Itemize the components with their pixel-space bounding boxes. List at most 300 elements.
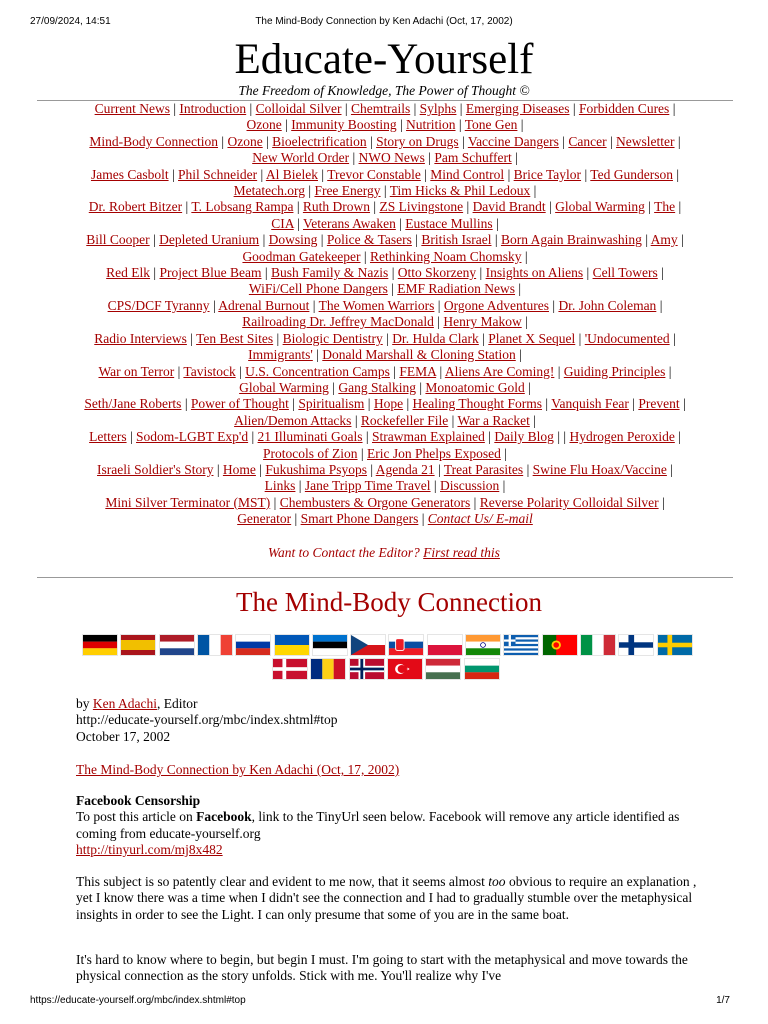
- nav-separator: |: [360, 248, 370, 264]
- nav-separator: |: [317, 232, 327, 248]
- nav-separator: |: [182, 199, 192, 215]
- nav-line: [37, 298, 733, 314]
- nav-link[interactable]: Alien/Demon Attacks: [234, 412, 352, 428]
- nav-separator: |: [499, 478, 506, 494]
- poland-flag[interactable]: [427, 634, 463, 656]
- nav-link[interactable]: Vaccine Dangers: [467, 133, 559, 149]
- nav-link[interactable]: FEMA: [399, 363, 437, 379]
- nav-separator: |: [665, 363, 672, 379]
- nav-separator: |: [388, 265, 398, 281]
- hungary-flag[interactable]: [425, 658, 461, 680]
- nav-link[interactable]: CPS/DCF Tyranny: [107, 297, 210, 313]
- nav-separator: |: [669, 330, 676, 346]
- nav-link[interactable]: Contact Us/ E-mail: [427, 511, 533, 527]
- nav-link[interactable]: Spiritualism: [298, 396, 365, 412]
- nav-separator: |: [644, 199, 655, 215]
- nav-separator: |: [415, 379, 426, 395]
- nav-separator: |: [581, 166, 591, 182]
- nav-separator: |: [341, 101, 351, 116]
- nav-link[interactable]: Reverse Polarity Colloidal Silver: [479, 494, 659, 510]
- site-tagline: The Freedom of Knowledge, The Power of Thought ©: [238, 83, 530, 98]
- nav-separator: |: [515, 281, 522, 297]
- czech-flag[interactable]: [350, 634, 386, 656]
- nav-separator: |: [529, 412, 536, 428]
- nav-separator: |: [433, 314, 444, 330]
- nav-link[interactable]: Donald Marshall & Cloning Station: [322, 347, 516, 363]
- print-footer: [30, 995, 738, 1009]
- nav-link[interactable]: Hydrogen Peroxide: [569, 429, 675, 445]
- nav-separator: |: [569, 101, 579, 116]
- nav-link[interactable]: Tone Gen: [464, 117, 518, 133]
- nav-separator: |: [273, 330, 283, 346]
- nav-link[interactable]: British Israel: [421, 232, 492, 248]
- nav-separator: |: [209, 297, 219, 313]
- nav-link[interactable]: Henry Makow: [443, 314, 522, 330]
- nav-separator: |: [403, 396, 413, 412]
- nav-separator: |: [328, 379, 339, 395]
- nav-link[interactable]: Agenda 21: [375, 461, 435, 477]
- nav-separator: |: [511, 150, 518, 166]
- nav-separator: |: [288, 396, 299, 412]
- nav-separator: |: [434, 297, 444, 313]
- nav-link[interactable]: Israeli Soldier's Story: [97, 461, 214, 477]
- nav-separator: |: [530, 183, 537, 199]
- paragraph-2: It's hard to know where to begin, but begin I must. I'm going to start with the metaphysical and move towards the physical connection as the story unfolds. Stick with me. You'll realize why I've: [76, 952, 688, 984]
- nav-separator: |: [504, 166, 514, 182]
- nav-link[interactable]: 'Undocumented: [584, 330, 670, 346]
- nav-separator: |: [666, 461, 673, 477]
- nav-link[interactable]: Daily Blog: [494, 429, 554, 445]
- site-navigation: [37, 101, 733, 528]
- article-title: The Mind-Body Connection: [236, 587, 542, 617]
- nav-line: [37, 183, 733, 199]
- nav-separator: |: [367, 461, 376, 477]
- nav-link[interactable]: Global Warming: [555, 199, 645, 215]
- facebook-heading: Facebook Censorship: [76, 793, 201, 808]
- nav-link[interactable]: Mini Silver Terminator (MST): [105, 494, 271, 510]
- nav-separator: |: [492, 215, 499, 231]
- ukraine-flag[interactable]: [274, 634, 310, 656]
- site-title: Educate-Yourself: [234, 36, 534, 83]
- nav-link[interactable]: Born Again Brainwashing: [500, 232, 642, 248]
- nav-link[interactable]: Sodom-LGBT Exp'd: [136, 429, 249, 445]
- nav-link[interactable]: Bioelectrification: [272, 133, 367, 149]
- nav-separator: |: [434, 461, 444, 477]
- nav-link[interactable]: Immigrants': [248, 347, 313, 363]
- byline-suffix: , Editor: [156, 696, 198, 711]
- finland-flag[interactable]: [618, 634, 654, 656]
- page-number: 1/7: [716, 995, 730, 1006]
- nav-line: [37, 199, 733, 215]
- nav-separator: |: [669, 101, 676, 116]
- nav-separator: |: [246, 101, 256, 116]
- nav-link[interactable]: Healing Thought Forms: [412, 396, 543, 412]
- nav-line: [37, 101, 733, 117]
- nav-separator: |: [554, 363, 564, 379]
- nav-separator: |: [169, 101, 180, 116]
- nav-separator: |: [679, 396, 686, 412]
- nav-link[interactable]: Monoatomic Gold: [425, 379, 525, 395]
- nav-link[interactable]: Hope: [373, 396, 404, 412]
- portugal-flag[interactable]: [542, 634, 578, 656]
- nav-link[interactable]: Ten Best Sites: [196, 330, 274, 346]
- nav-line: [37, 281, 733, 297]
- nav-link[interactable]: Police & Tasers: [326, 232, 412, 248]
- nav-separator: |: [126, 429, 137, 445]
- nav-separator: |: [255, 461, 266, 477]
- nav-link[interactable]: Vanquish Fear: [551, 396, 629, 412]
- nav-link[interactable]: Newsletter: [616, 133, 675, 149]
- nav-link[interactable]: Eustace Mullins: [405, 215, 493, 231]
- nav-link[interactable]: David Brandt: [472, 199, 546, 215]
- nav-link[interactable]: Generator: [237, 511, 292, 527]
- germany-flag[interactable]: [82, 634, 118, 656]
- india-flag[interactable]: [465, 634, 501, 656]
- nav-link[interactable]: Ozone: [227, 133, 263, 149]
- nav-line: [37, 446, 733, 462]
- bulgaria-flag[interactable]: [464, 658, 500, 680]
- nav-link[interactable]: EMF Radiation News: [397, 281, 516, 297]
- nav-link[interactable]: Dr. Hulda Clark: [392, 330, 479, 346]
- nav-link[interactable]: Global Warming: [239, 379, 329, 395]
- nav-separator: |: [420, 166, 431, 182]
- nav-link[interactable]: Adrenal Burnout: [218, 297, 310, 313]
- nav-line: [37, 462, 733, 478]
- nav-separator: |: [380, 183, 390, 199]
- self-link-block: [76, 762, 706, 778]
- slovakia-flag[interactable]: [388, 634, 424, 656]
- nav-separator: |: [515, 347, 522, 363]
- nav-link[interactable]: Protocols of Zion: [263, 445, 358, 461]
- nav-link[interactable]: ZS Livingstone: [379, 199, 464, 215]
- nav-separator: |: [563, 429, 570, 445]
- nav-link[interactable]: Jane Tripp Time Travel: [304, 478, 431, 494]
- nav-separator: |: [456, 101, 466, 116]
- nav-link[interactable]: Immunity Boosting: [291, 117, 397, 133]
- nav-separator: |: [181, 396, 191, 412]
- nav-line: [37, 314, 733, 330]
- nav-link[interactable]: Amy: [650, 232, 678, 248]
- nav-link[interactable]: Guiding Principles: [563, 363, 666, 379]
- nav-separator: |: [672, 166, 680, 182]
- france-flag[interactable]: [197, 634, 233, 656]
- nav-link[interactable]: Aliens Are Coming!: [444, 363, 555, 379]
- romania-flag[interactable]: [310, 658, 346, 680]
- nav-link[interactable]: Railroading Dr. Jeffrey MacDonald: [242, 314, 434, 330]
- nav-line: [37, 347, 733, 363]
- nav-link[interactable]: Brice Taylor: [513, 166, 582, 182]
- nav-link[interactable]: Rockefeller File: [360, 412, 449, 428]
- nav-link[interactable]: Treat Parasites: [443, 461, 524, 477]
- nav-line: [37, 331, 733, 347]
- nav-separator: |: [262, 133, 273, 149]
- facebook-note: To post this article on Facebook, link to the TinyUrl seen below. Facebook will remove any article identified as coming from educate-yourself.org: [76, 809, 680, 841]
- italy-flag[interactable]: [580, 634, 616, 656]
- nav-link[interactable]: Phil Schneider: [178, 166, 258, 182]
- nav-separator: |: [521, 314, 528, 330]
- nav-line: [37, 150, 733, 166]
- nav-link[interactable]: Planet X Sequel: [488, 330, 576, 346]
- nav-link[interactable]: Strawman Explained: [372, 429, 485, 445]
- nav-separator: |: [542, 396, 552, 412]
- nav-link[interactable]: Emerging Diseases: [465, 101, 570, 116]
- nav-line: [37, 380, 733, 396]
- nav-separator: |: [463, 199, 473, 215]
- nav-line: [37, 249, 733, 265]
- nav-link[interactable]: Project Blue Beam: [159, 265, 262, 281]
- nav-link[interactable]: Home: [222, 461, 256, 477]
- nav-link[interactable]: Tim Hicks & Phil Ledoux: [389, 183, 531, 199]
- nav-separator: |: [389, 363, 400, 379]
- nav-link[interactable]: New World Order: [252, 150, 350, 166]
- nav-link[interactable]: Dowsing: [268, 232, 318, 248]
- article-url: http://educate-yourself.org/mbc/index.shtml#top: [76, 712, 338, 728]
- nav-separator: |: [248, 429, 258, 445]
- nav-separator: |: [281, 117, 292, 133]
- nav-separator: |: [476, 265, 486, 281]
- nav-link[interactable]: Discussion: [440, 478, 500, 494]
- nav-link[interactable]: Pam Schuffert: [434, 150, 512, 166]
- print-doc-title: The Mind-Body Connection by Ken Adachi (Oct, 17, 2002): [255, 16, 513, 27]
- nav-link[interactable]: Eric Jon Phelps Exposed: [367, 445, 501, 461]
- nav-separator: |: [424, 150, 435, 166]
- nav-separator: |: [436, 363, 445, 379]
- nav-link[interactable]: Free Energy: [314, 183, 381, 199]
- nav-link[interactable]: Gang Stalking: [338, 379, 416, 395]
- nav-link[interactable]: Letters: [89, 429, 127, 445]
- nav-line: [37, 117, 733, 133]
- nav-link[interactable]: Chembusters & Orgone Generators: [279, 494, 471, 510]
- norway-flag[interactable]: [349, 658, 385, 680]
- nav-separator: |: [470, 494, 480, 510]
- nav-link[interactable]: Veterans Awaken: [302, 215, 396, 231]
- author-link[interactable]: Ken Adachi: [92, 696, 157, 711]
- nav-separator: |: [318, 166, 328, 182]
- nav-link[interactable]: Al Bielek: [265, 166, 318, 182]
- nav-line: [37, 396, 733, 412]
- nav-link[interactable]: Mind Control: [430, 166, 505, 182]
- nav-line: [37, 167, 733, 183]
- nav-line: [37, 364, 733, 380]
- nav-link[interactable]: Power of Thought: [190, 396, 289, 412]
- nav-separator: |: [293, 199, 303, 215]
- byline: [76, 696, 706, 712]
- nav-link[interactable]: Mind-Body Connection: [89, 133, 219, 149]
- nav-separator: |: [366, 133, 377, 149]
- nav-link[interactable]: Current News: [94, 101, 170, 116]
- nav-separator: |: [674, 429, 681, 445]
- nav-separator: |: [312, 347, 323, 363]
- nav-line: [37, 511, 733, 527]
- nav-separator: |: [235, 363, 246, 379]
- nav-separator: |: [186, 330, 197, 346]
- facebook-censorship-block: [76, 793, 706, 859]
- greece-flag[interactable]: [503, 634, 539, 656]
- nav-link[interactable]: Ted Gunderson: [590, 166, 673, 182]
- nav-link[interactable]: Rethinking Noam Chomsky: [369, 248, 522, 264]
- nav-link[interactable]: Tavistock: [183, 363, 236, 379]
- nav-link[interactable]: CIA: [271, 215, 294, 231]
- nav-separator: |: [455, 117, 465, 133]
- nav-link[interactable]: Biologic Dentistry: [282, 330, 383, 346]
- nav-link[interactable]: Bush Family & Nazis: [270, 265, 389, 281]
- nav-link[interactable]: Dr. Robert Bitzer: [88, 199, 183, 215]
- nav-link[interactable]: Smart Phone Dangers: [300, 511, 419, 527]
- nav-separator: |: [395, 215, 406, 231]
- nav-separator: |: [523, 461, 533, 477]
- nav-separator: |: [257, 166, 266, 182]
- nav-link[interactable]: Colloidal Silver: [255, 101, 342, 116]
- nav-link[interactable]: Metatech.org: [233, 183, 305, 199]
- nav-link[interactable]: Nutrition: [406, 117, 456, 133]
- nav-link[interactable]: T. Lobsang Rampa: [191, 199, 294, 215]
- nav-separator: |: [521, 248, 528, 264]
- nav-link[interactable]: War on Terror: [98, 363, 175, 379]
- nav-link[interactable]: Links: [264, 478, 296, 494]
- nav-link[interactable]: James Casbolt: [90, 166, 169, 182]
- nav-separator: |: [418, 511, 428, 527]
- russia-flag[interactable]: [235, 634, 271, 656]
- nav-separator: |: [364, 396, 374, 412]
- nav-separator: |: [410, 101, 420, 116]
- nav-separator: |: [524, 379, 531, 395]
- sweden-flag[interactable]: [657, 634, 693, 656]
- nav-separator: |: [362, 429, 372, 445]
- nav-link[interactable]: Ozone: [246, 117, 282, 133]
- tinyurl-link[interactable]: http://tinyurl.com/mj8x482: [76, 842, 223, 858]
- nav-link[interactable]: Fukushima Psyops: [265, 461, 368, 477]
- nav-link[interactable]: U.S. Concentration Camps: [245, 363, 390, 379]
- nav-separator: |: [553, 429, 564, 445]
- nav-separator: |: [606, 133, 617, 149]
- nav-link[interactable]: Story on Drugs: [376, 133, 459, 149]
- nav-link[interactable]: Insights on Aliens: [485, 265, 584, 281]
- first-read-this-link[interactable]: First read this: [423, 545, 500, 560]
- nav-separator: |: [261, 265, 271, 281]
- estonia-flag[interactable]: [312, 634, 348, 656]
- nav-link[interactable]: WiFi/Cell Phone Dangers: [248, 281, 388, 297]
- article-self-link[interactable]: The Mind-Body Connection by Ken Adachi (Oct, 17, 2002): [76, 762, 400, 777]
- print-url: https://educate-yourself.org/mbc/index.shtml#top: [30, 995, 246, 1006]
- byline-prefix: by: [76, 696, 90, 711]
- nav-separator: |: [411, 232, 422, 248]
- nav-separator: |: [293, 215, 303, 231]
- nav-link[interactable]: Dr. John Coleman: [558, 297, 657, 313]
- nav-line: [37, 232, 733, 248]
- nav-line: [37, 134, 733, 150]
- nav-separator: |: [658, 494, 665, 510]
- nav-line: [37, 478, 733, 494]
- nav-link[interactable]: Depleted Uranium: [159, 232, 260, 248]
- nav-separator: |: [396, 117, 407, 133]
- nav-link[interactable]: The Women Warriors: [318, 297, 435, 313]
- nav-separator: |: [558, 133, 569, 149]
- nav-link[interactable]: Chemtrails: [350, 101, 411, 116]
- nav-separator: |: [458, 133, 468, 149]
- nav-separator: |: [517, 117, 524, 133]
- turkey-flag[interactable]: [387, 658, 423, 680]
- nav-line: [37, 216, 733, 232]
- denmark-flag[interactable]: [272, 658, 308, 680]
- nav-separator: |: [150, 265, 160, 281]
- nav-link[interactable]: Radio Interviews: [94, 330, 187, 346]
- nav-separator: |: [213, 461, 223, 477]
- nav-line: [37, 495, 733, 511]
- nav-link[interactable]: Cancer: [568, 133, 607, 149]
- nav-link[interactable]: Bill Cooper: [86, 232, 150, 248]
- nav-separator: |: [218, 133, 228, 149]
- nav-separator: |: [548, 297, 559, 313]
- nav-separator: |: [657, 265, 664, 281]
- netherlands-flag[interactable]: [159, 634, 195, 656]
- nav-separator: |: [291, 511, 301, 527]
- nav-separator: |: [349, 150, 359, 166]
- emphasis-too: too: [488, 874, 506, 889]
- nav-separator: |: [677, 232, 684, 248]
- nav-separator: |: [628, 396, 639, 412]
- nav-separator: |: [641, 232, 651, 248]
- nav-link[interactable]: The: [654, 199, 676, 215]
- language-flags-row-2: [80, 658, 700, 680]
- nav-link[interactable]: Cell Towers: [592, 265, 658, 281]
- nav-separator: |: [309, 297, 319, 313]
- nav-link[interactable]: Swine Flu Hoax/Vaccine: [532, 461, 667, 477]
- nav-link[interactable]: Trevor Constable: [327, 166, 421, 182]
- nav-separator: |: [259, 232, 269, 248]
- nav-separator: |: [478, 330, 489, 346]
- nav-link[interactable]: Ruth Drown: [302, 199, 371, 215]
- nav-link[interactable]: 21 Illuminati Goals: [257, 429, 363, 445]
- nav-link[interactable]: Prevent: [638, 396, 680, 412]
- nav-separator: |: [357, 445, 367, 461]
- print-header: [30, 16, 738, 30]
- nav-link[interactable]: Sylphs: [419, 101, 457, 116]
- nav-link[interactable]: Goodman Gatekeeper: [242, 248, 361, 264]
- print-date: 27/09/2024, 14:51: [30, 16, 111, 27]
- nav-separator: |: [295, 478, 305, 494]
- nav-separator: |: [675, 199, 682, 215]
- nav-separator: |: [674, 133, 681, 149]
- nav-link[interactable]: Otto Skorzeny: [397, 265, 477, 281]
- nav-link[interactable]: NWO News: [358, 150, 425, 166]
- nav-separator: |: [174, 363, 184, 379]
- spain-flag[interactable]: [120, 634, 156, 656]
- nav-link[interactable]: War a Racket: [457, 412, 530, 428]
- nav-separator: |: [583, 265, 593, 281]
- paragraph-1: This subject is so patently clear and evident to me now, that it seems almost too obvious to require an explanation , yet I know there was a time when I didn't see the connection and I had to gradually stumble over the metaphysical insights in order to see the Light. I can only presume that some of you are in the same boat.: [76, 874, 697, 922]
- nav-separator: |: [656, 297, 663, 313]
- nav-separator: |: [448, 412, 458, 428]
- nav-separator: |: [168, 166, 179, 182]
- nav-separator: |: [545, 199, 556, 215]
- nav-separator: |: [484, 429, 495, 445]
- nav-link[interactable]: Red Elk: [106, 265, 151, 281]
- language-flags-row-1: [80, 634, 700, 656]
- section-divider: [37, 577, 733, 578]
- nav-link[interactable]: Forbidden Cures: [578, 101, 670, 116]
- nav-separator: |: [370, 199, 380, 215]
- nav-link[interactable]: Introduction: [179, 101, 247, 116]
- contact-editor: [0, 545, 768, 561]
- nav-separator: |: [575, 330, 585, 346]
- facebook-bold: Facebook: [196, 809, 252, 825]
- nav-separator: |: [387, 281, 398, 297]
- nav-link[interactable]: Seth/Jane Roberts: [84, 396, 182, 412]
- nav-link[interactable]: Orgone Adventures: [443, 297, 549, 313]
- nav-line: [37, 413, 733, 429]
- nav-separator: |: [430, 478, 440, 494]
- nav-separator: |: [304, 183, 315, 199]
